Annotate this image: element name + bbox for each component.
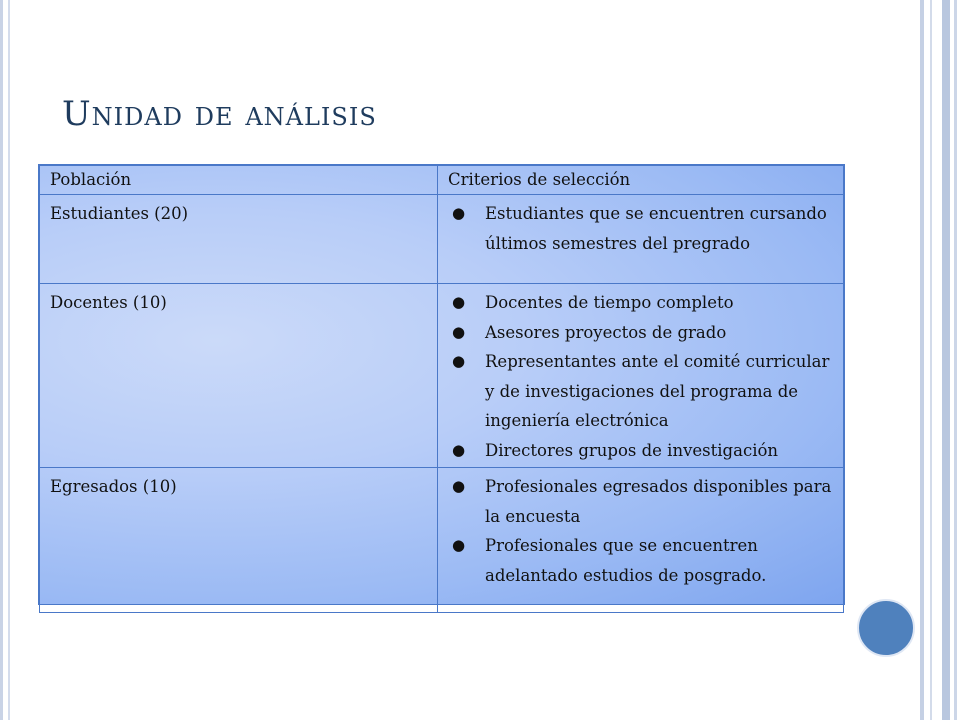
bullet-icon: ● [452,204,466,222]
bullet-icon: ● [452,440,466,459]
table-header-poblacion: Población [40,166,438,195]
table-row [40,195,844,284]
bullet-icon: ● [452,352,466,370]
list-item-text: Docentes de tiempo completo [485,293,734,312]
list-item [448,472,833,531]
list-item-text: Estudiantes que se encuentren cursando últimos semestres del pregrado [485,204,827,253]
bullet-icon: ● [452,477,466,495]
list-item-text: Representantes ante el comité curricular y de investigaciones del programa de ingeniería electrónica [485,352,830,430]
list-item [448,347,833,436]
list-item-text: Profesionales egresados disponibles para la encuesta [485,477,832,526]
table-cell-group: Docentes (10) [40,284,438,468]
list-item [448,199,833,258]
criteria-list [448,472,833,590]
list-item [448,318,833,348]
table-cell-criteria [438,284,844,468]
table-cell-criteria [438,468,844,613]
criteria-list [448,288,833,465]
list-item [448,531,833,590]
criteria-list [448,199,833,258]
table-cell-group: Estudiantes (20) [40,195,438,284]
list-item-text: Directores grupos de investigación [485,440,779,460]
slide-frame-right-band [918,0,960,720]
slide-frame-left-line [0,0,3,720]
bullet-icon: ● [452,322,466,341]
table-cell-criteria [438,195,844,284]
bullet-icon: ● [452,536,466,554]
list-item-text: Asesores proyectos de grado [485,322,727,342]
table-cell-group: Egresados (10) [40,468,438,613]
table-header-criterios: Criterios de selección [438,166,844,195]
table-header-row [40,166,844,195]
list-item [448,288,833,318]
accent-circle-decoration [857,599,915,657]
population-table [38,164,845,605]
slide-title: Unidad de análisis [62,94,377,134]
list-item-text: Profesionales que se encuentren adelantado estudios de posgrado. [485,536,767,585]
table-row [40,284,844,468]
table-row [40,468,844,613]
bullet-icon: ● [452,293,466,311]
list-item [448,436,833,466]
slide-frame-left-inner-line [8,0,10,720]
